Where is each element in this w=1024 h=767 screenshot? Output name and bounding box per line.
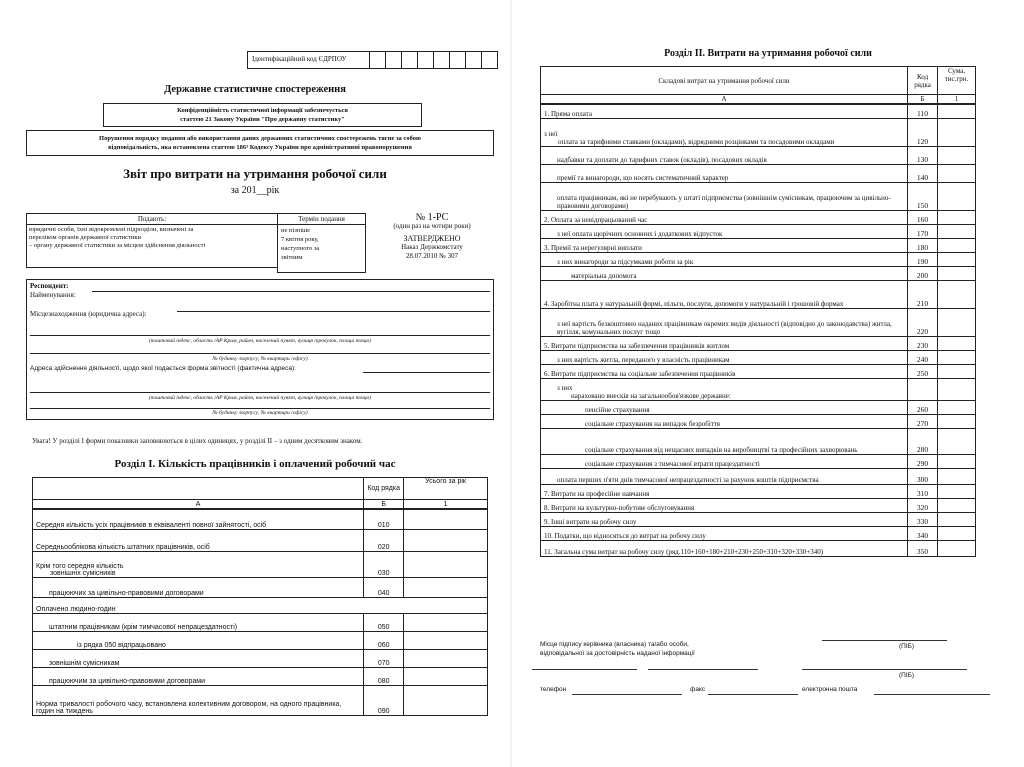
report-title: Звіт про витрати на утримання робочої сили xyxy=(123,166,387,181)
table-row xyxy=(541,540,976,556)
row-code: 290 xyxy=(908,454,938,468)
section1-table xyxy=(32,477,488,716)
row-code: 050 xyxy=(364,613,404,631)
row-value-input[interactable] xyxy=(938,224,976,238)
row-value-input[interactable] xyxy=(404,577,488,597)
legal-address-label: Місцезнаходження (юридична адреса): xyxy=(30,310,147,318)
violation-notice xyxy=(26,130,494,156)
table-row xyxy=(541,498,976,512)
pib-label-1: (ПІБ) xyxy=(899,643,915,650)
edrpou-digit-cell[interactable] xyxy=(434,52,450,68)
row-label: надбавки та доплати до тарифних ставок (окладів), посадових окладів xyxy=(541,146,908,164)
row-label: Норма тривалості робочого часу, встановлена колективним договором, на одного працівника, годин на тиждень xyxy=(33,685,364,715)
row-value-input[interactable] xyxy=(938,104,976,118)
row-value-input[interactable] xyxy=(404,551,488,577)
table-row xyxy=(33,551,488,577)
violation-line: Порушення порядку подання або використання даних державних статистичних спостережень тягне за собою xyxy=(99,135,421,142)
row-value-input[interactable] xyxy=(938,484,976,498)
table-row xyxy=(541,428,976,454)
row-label xyxy=(541,378,908,400)
row-value-input[interactable] xyxy=(938,336,976,350)
row-value-input[interactable] xyxy=(938,252,976,266)
table-row xyxy=(541,350,976,364)
table-row xyxy=(33,667,488,685)
row-label: з них вартість житла, переданого у власність працівникам xyxy=(541,350,908,364)
edrpou-digit-cell[interactable] xyxy=(402,52,418,68)
edrpou-code-box xyxy=(247,51,498,69)
left-page xyxy=(0,0,510,767)
confidentiality-line: Конфіденційність статистичної інформації забезпечується xyxy=(177,107,348,114)
row-value-input[interactable] xyxy=(938,428,976,454)
row-code: 120 xyxy=(908,118,938,146)
row-label-line: зовнішніх сумісників xyxy=(50,569,116,577)
table-row xyxy=(33,509,488,529)
attention-note: Увага! У розділі І форми показники заповнюються в цілих одиницях, у розділі ІІ – з одним десятковим знаком. xyxy=(32,437,363,445)
actual-address-line-3[interactable] xyxy=(30,408,490,409)
row-code: 060 xyxy=(364,631,404,649)
form-order-date: 28.07.2010 № 307 xyxy=(405,252,459,260)
table-row xyxy=(541,454,976,468)
submitters-box xyxy=(26,213,278,268)
column-letter: 1 xyxy=(404,500,488,510)
row-label: соціальне страхування від нещасних випадків на виробництві та професійних захворювань xyxy=(541,428,908,454)
signature-field-2[interactable] xyxy=(802,669,967,670)
table-row xyxy=(33,631,488,649)
report-period: за 201__рік xyxy=(230,185,280,196)
table-row xyxy=(541,224,976,238)
row-label: соціальне страхування з тимчасової втрати працездатності xyxy=(541,454,908,468)
row-label: Оплачено людино-годин xyxy=(33,597,488,613)
row-label-line: оплата за тарифними ставками (окладами), відрядними розцінками та посадовими окладами xyxy=(558,137,835,146)
row-code: 170 xyxy=(908,224,938,238)
section2-header-sum: Сума, тис.грн. xyxy=(938,67,976,95)
confidentiality-line: статтею 21 Закону України "Про державну статистику" xyxy=(180,116,345,123)
row-code: 220 xyxy=(908,308,938,336)
row-label: 5. Витрати підприємства на забезпечення працівників житлом xyxy=(541,336,908,350)
section2-table xyxy=(540,66,976,557)
row-code: 150 xyxy=(908,182,938,210)
table-row xyxy=(541,252,976,266)
table-row xyxy=(33,613,488,631)
table-row xyxy=(541,164,976,182)
row-label: пенсійне страхування xyxy=(541,400,908,414)
row-label: штатним працівникам (крім тимчасової непрацездатності) xyxy=(33,613,364,631)
row-code: 350 xyxy=(908,540,938,556)
table-row xyxy=(33,649,488,667)
row-label: 2. Оплата за невідпрацьований час xyxy=(541,210,908,224)
respondent-box xyxy=(26,279,494,420)
row-code: 180 xyxy=(908,238,938,252)
row-value-input[interactable] xyxy=(404,529,488,551)
row-value-input[interactable] xyxy=(404,631,488,649)
form-frequency: (один раз на чотири роки) xyxy=(393,222,471,230)
row-label: оплата перших п'яти днів тимчасової непрацездатності за рахунок коштів підприємства xyxy=(541,468,908,484)
edrpou-label: Ідентифікаційний код ЄДРПОУ xyxy=(248,52,370,68)
row-value-input[interactable] xyxy=(938,182,976,210)
row-code: 110 xyxy=(908,104,938,118)
table-row xyxy=(33,577,488,597)
row-label-line: Крім того середня кількість xyxy=(36,562,124,570)
right-page xyxy=(512,0,1024,767)
table-row xyxy=(541,400,976,414)
address-hint: (поштовий індекс, область /АР Крим, район, населений пункт, вулиця /провулок, площа тощо) xyxy=(148,338,372,344)
table-row xyxy=(33,597,488,613)
table-row xyxy=(541,308,976,336)
phone-field[interactable] xyxy=(572,694,682,695)
table-row xyxy=(541,484,976,498)
table-row xyxy=(541,210,976,224)
respondent-header: Респондент: xyxy=(30,282,69,290)
section2-header-code: Код рядка xyxy=(908,67,938,95)
row-label: 3. Премії та нерегулярні виплати xyxy=(541,238,908,252)
row-code: 200 xyxy=(908,266,938,280)
form-info xyxy=(372,213,492,261)
table-row xyxy=(541,414,976,428)
row-label: 4. Заробітна плата у натуральній формі, пільги, послуги, допомоги у натуральній і грошовій формах xyxy=(541,280,908,308)
name-field[interactable] xyxy=(92,291,490,292)
table-row xyxy=(541,512,976,526)
table-row xyxy=(541,364,976,378)
signature-label-line: Місце підпису керівника (власника) та/або особи, xyxy=(540,641,689,648)
actual-address-field[interactable] xyxy=(363,372,490,373)
row-label: соціальне страхування на випадок безробіття xyxy=(541,414,908,428)
submitters-line: переліком органів державної статистики xyxy=(29,234,141,241)
column-letter: А xyxy=(541,95,908,105)
deadline-line: 7 квітня року, xyxy=(281,236,319,243)
table-row xyxy=(541,238,976,252)
column-letter: А xyxy=(33,500,364,510)
form-approved: ЗАТВЕРДЖЕНО xyxy=(403,234,461,243)
violation-line: відповідальність, яка встановлена статтею 186³ Кодексу України про адміністративні правопорушення xyxy=(108,144,412,151)
fax-label: факс xyxy=(690,686,706,693)
row-code: 340 xyxy=(908,526,938,540)
edrpou-digit-cell[interactable] xyxy=(386,52,402,68)
deadline-line: звітним xyxy=(281,254,303,261)
fax-field[interactable] xyxy=(708,694,798,695)
deadline-line: не пізніше xyxy=(281,227,311,234)
deadline-line: наступного за xyxy=(281,245,320,252)
row-code: 300 xyxy=(908,468,938,484)
row-value-input[interactable] xyxy=(938,540,976,556)
row-code: 160 xyxy=(908,210,938,224)
row-label: 8. Витрати на культурно-побутове обслуговування xyxy=(541,498,908,512)
signature-line[interactable] xyxy=(532,669,637,670)
row-value-input[interactable] xyxy=(938,468,976,484)
row-code: 320 xyxy=(908,498,938,512)
table-row xyxy=(541,104,976,118)
table-row xyxy=(33,685,488,715)
edrpou-digit-cell[interactable] xyxy=(466,52,482,68)
table-row xyxy=(541,336,976,350)
row-value-input[interactable] xyxy=(938,118,976,146)
table-row xyxy=(33,529,488,551)
signature-line[interactable] xyxy=(648,669,758,670)
row-label: із рядка 050 відпрацьовано xyxy=(33,631,364,649)
row-value-input[interactable] xyxy=(938,378,976,400)
form-number: № 1-РС xyxy=(415,212,449,223)
row-label-line: нараховано внесків на загальнообов'язкове державне: xyxy=(571,391,731,400)
row-value-input[interactable] xyxy=(938,400,976,414)
section2-title: Розділ ІІ. Витрати на утримання робочої сили xyxy=(664,48,872,59)
address-hint-2: (поштовий індекс, область /АР Крим, район, населений пункт, вулиця /провулок, площа тощо) xyxy=(148,395,372,401)
legal-address-line-2[interactable] xyxy=(30,335,490,336)
signature-label xyxy=(540,640,695,658)
row-code xyxy=(908,378,938,400)
column-letter: Б xyxy=(908,95,938,105)
row-code: 250 xyxy=(908,364,938,378)
row-code: 240 xyxy=(908,350,938,364)
edrpou-digit-cell[interactable] xyxy=(450,52,466,68)
pib-label-2: (ПІБ) xyxy=(899,672,915,679)
table-row xyxy=(541,146,976,164)
row-label: працюючих за цивільно-правовими договорами xyxy=(33,577,364,597)
edrpou-digit-cell[interactable] xyxy=(418,52,434,68)
row-code: 030 xyxy=(364,551,404,577)
legal-address-field[interactable] xyxy=(177,311,490,312)
row-code: 310 xyxy=(908,484,938,498)
section2-header-label: Складові витрат на утримання робочої сили xyxy=(541,67,908,95)
row-value-input[interactable] xyxy=(938,350,976,364)
edrpou-digit-cell[interactable] xyxy=(370,52,386,68)
row-code: 190 xyxy=(908,252,938,266)
section1-title: Розділ І. Кількість працівників і оплачений робочий час xyxy=(114,458,396,470)
email-field[interactable] xyxy=(874,694,990,695)
row-value-input[interactable] xyxy=(938,238,976,252)
deadline-box xyxy=(277,213,366,273)
row-value-input[interactable] xyxy=(938,164,976,182)
row-code: 010 xyxy=(364,509,404,529)
name-label: Найменування: xyxy=(30,291,76,299)
row-value-input[interactable] xyxy=(404,509,488,529)
observation-title: Державне статистичне спостереження xyxy=(164,84,346,95)
row-code: 020 xyxy=(364,529,404,551)
row-value-input[interactable] xyxy=(404,613,488,631)
row-value-input[interactable] xyxy=(938,266,976,280)
row-label: працюючим за цивільно-правовими договорами xyxy=(33,667,364,685)
table-row xyxy=(541,118,976,146)
row-label: Середньооблікова кількість штатних працівників, осіб xyxy=(33,529,364,551)
row-code: 070 xyxy=(364,649,404,667)
row-label: 10. Податки, що відносяться до витрат на робочу силу xyxy=(541,526,908,540)
row-code: 260 xyxy=(908,400,938,414)
actual-address-line-2[interactable] xyxy=(30,392,490,393)
submitters-line: – органу державної статистики за місцем здійснення діяльності xyxy=(29,242,206,249)
table-row xyxy=(541,526,976,540)
table-row xyxy=(541,468,976,484)
row-value-input[interactable] xyxy=(938,414,976,428)
row-value-input[interactable] xyxy=(938,454,976,468)
row-label-line: з неї xyxy=(544,129,558,138)
edrpou-digit-cell[interactable] xyxy=(482,52,497,68)
row-code: 330 xyxy=(908,512,938,526)
email-label: електронна пошта xyxy=(802,686,858,693)
row-label: 7. Витрати на професійне навчання xyxy=(541,484,908,498)
table-row xyxy=(541,182,976,210)
row-label: оплата працівникам, які не перебувають у штаті підприємства (зовнішнім сумісникам, працюючим за цивільно-правовими договорами) xyxy=(541,182,908,210)
row-label: з неї оплата щорічних основних і додаткових відпусток xyxy=(541,224,908,238)
form-order: Наказ Держкомстату xyxy=(401,243,463,251)
submitters-header: Подають: xyxy=(27,214,277,225)
row-value-input[interactable] xyxy=(404,649,488,667)
row-label xyxy=(541,118,908,146)
row-value-input[interactable] xyxy=(938,308,976,336)
building-hint: № будинку /корпусу, № квартири /офісу) xyxy=(212,356,308,362)
row-label: з них винагороди за підсумками роботи за рік xyxy=(541,252,908,266)
row-value-input[interactable] xyxy=(404,685,488,715)
signature-label-line: відповідальної за достовірність наданої інформації xyxy=(540,650,695,657)
legal-address-line-3[interactable] xyxy=(30,353,490,354)
row-value-input[interactable] xyxy=(938,210,976,224)
row-label: Середня кількість усіх працівників в еквіваленті повної зайнятості, осіб xyxy=(33,509,364,529)
confidentiality-notice xyxy=(103,103,422,127)
table-row xyxy=(541,266,976,280)
submitters-line: юридичні особи, їхні відокремлені підрозділи, визначені за xyxy=(29,226,194,233)
row-code: 130 xyxy=(908,146,938,164)
row-label: 1. Пряма оплата xyxy=(541,104,908,118)
column-letter: 1 xyxy=(938,95,976,105)
phone-label: телефон xyxy=(540,686,567,693)
table-row xyxy=(541,378,976,400)
row-label: матеріальна допомога xyxy=(541,266,908,280)
row-code: 210 xyxy=(908,280,938,308)
row-code: 040 xyxy=(364,577,404,597)
row-value-input[interactable] xyxy=(938,498,976,512)
row-code: 080 xyxy=(364,667,404,685)
deadline-header: Термін подання xyxy=(278,214,365,225)
row-label: 6. Витрати підприємства на соціальне забезпечення працівників xyxy=(541,364,908,378)
row-label: зовнішнім сумісникам xyxy=(33,649,364,667)
row-label xyxy=(33,551,364,577)
row-value-input[interactable] xyxy=(938,512,976,526)
row-label: 11. Загальна сума витрат на робочу силу (ряд.110+160+180+210+230+250+310+320+330+340) xyxy=(541,540,908,556)
actual-address-label: Адреса здійснення діяльності, щодо якої подається форма звітності (фактична адреса): xyxy=(30,365,296,372)
row-label: 9. Інші витрати на робочу силу xyxy=(541,512,908,526)
row-label-line: з них xyxy=(557,383,573,392)
table-row xyxy=(541,280,976,308)
row-code: 140 xyxy=(908,164,938,182)
section1-header-label xyxy=(33,478,364,500)
row-code: 270 xyxy=(908,414,938,428)
section1-header-total: Усього за рік xyxy=(404,478,488,500)
row-code: 280 xyxy=(908,428,938,454)
row-label: премії та винагороди, що носять систематичний характер xyxy=(541,164,908,182)
row-value-input[interactable] xyxy=(938,280,976,308)
section1-header-code: Код рядка xyxy=(364,478,404,500)
row-code: 090 xyxy=(364,685,404,715)
row-label: з неї вартість безкоштовно наданих працівникам окремих видів діяльності (відповідно до законодавства) житла, вугілля, комунальних послуг тощо xyxy=(541,308,908,336)
row-code: 230 xyxy=(908,336,938,350)
row-value-input[interactable] xyxy=(938,146,976,164)
row-value-input[interactable] xyxy=(404,667,488,685)
column-letter: Б xyxy=(364,500,404,510)
building-hint-2: № будинку /корпусу, № квартири /офісу) xyxy=(212,410,308,416)
signature-field-1[interactable] xyxy=(822,640,947,641)
row-value-input[interactable] xyxy=(938,526,976,540)
row-value-input[interactable] xyxy=(938,364,976,378)
